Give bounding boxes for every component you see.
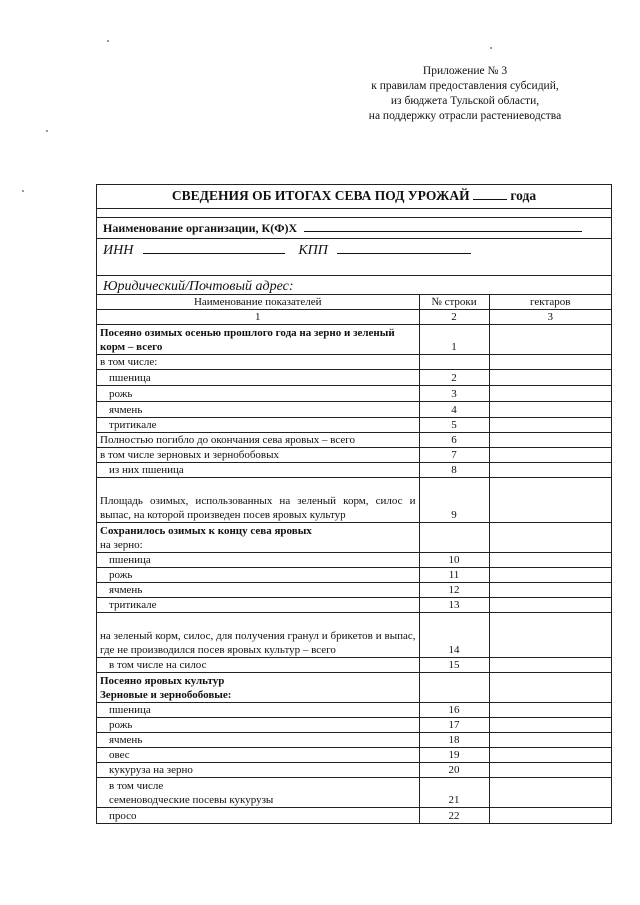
row-label: ячмень <box>97 583 419 598</box>
hectares-cell[interactable] <box>489 613 611 658</box>
table-row <box>97 386 611 402</box>
row-line-number: 3 <box>419 386 489 402</box>
table-row <box>97 355 611 370</box>
hectares-cell[interactable] <box>489 448 611 463</box>
table-row <box>97 402 611 418</box>
hectares-cell[interactable] <box>489 523 611 553</box>
appendix-line: Приложение № 3 <box>422 65 508 77</box>
appendix-line: к правилам предоставления субсидий, <box>371 80 559 92</box>
hectares-cell[interactable] <box>489 718 611 733</box>
row-label: из них пшеница <box>97 463 419 478</box>
row-label: тритикале <box>97 598 419 613</box>
row-label: рожь <box>97 386 419 402</box>
row-label: в том числе зерновых и зернобобовых <box>97 448 419 463</box>
address-row <box>97 276 611 294</box>
scan-speck <box>22 190 24 192</box>
row-line-number: 1 <box>419 325 489 355</box>
hectares-cell[interactable] <box>489 568 611 583</box>
row-label: рожь <box>97 568 419 583</box>
hectares-cell[interactable] <box>489 673 611 703</box>
table-row <box>97 733 611 748</box>
table-row <box>97 463 611 478</box>
table-row <box>97 808 611 823</box>
row-line-number: 22 <box>419 808 489 823</box>
row-label: в том числе на силос <box>97 658 419 673</box>
row-line-number: 4 <box>419 402 489 418</box>
row-label: Площадь озимых, использованных на зеленый корм, силос и выпас, на которой произведен посев яровых культур <box>97 478 419 523</box>
hectares-cell[interactable] <box>489 386 611 402</box>
table-row <box>97 325 611 355</box>
table-header-row <box>97 295 611 310</box>
title-text: СВЕДЕНИЯ ОБ ИТОГАХ СЕВА ПОД УРОЖАЙ <box>171 188 470 203</box>
row-label: Посеяно яровых культур <box>100 675 225 687</box>
title-year-word: года <box>510 188 537 203</box>
col-number: 3 <box>489 310 611 325</box>
appendix-line: на поддержку отрасли растениеводства <box>368 110 562 122</box>
hectares-cell[interactable] <box>489 402 611 418</box>
table-row <box>97 523 611 553</box>
col-number: 2 <box>419 310 489 325</box>
kpp-label: КПП <box>298 243 328 258</box>
hectares-cell[interactable] <box>489 658 611 673</box>
row-line-number <box>419 673 489 703</box>
hectares-cell[interactable] <box>489 370 611 386</box>
hectares-cell[interactable] <box>489 433 611 448</box>
address-label: Юридический/Почтовый адрес: <box>103 279 294 294</box>
table-row <box>97 778 611 808</box>
table-row <box>97 718 611 733</box>
hectares-cell[interactable] <box>489 733 611 748</box>
hectares-cell[interactable] <box>489 418 611 433</box>
row-label-group <box>97 523 419 553</box>
form-title <box>97 185 611 209</box>
row-label-group <box>97 778 419 808</box>
row-label: Полностью погибло до окончания сева яровых – всего <box>97 433 419 448</box>
row-label: ячмень <box>97 733 419 748</box>
row-label: в том числе: <box>97 355 419 370</box>
row-label: овес <box>97 748 419 763</box>
header-indicator: Наименование показателей <box>97 295 419 310</box>
table-row <box>97 673 611 703</box>
hectares-cell[interactable] <box>489 478 611 523</box>
row-line-number: 20 <box>419 763 489 778</box>
row-line-number <box>419 523 489 553</box>
row-label: Сохранилось озимых к концу сева яровых <box>100 525 312 537</box>
table-row <box>97 583 611 598</box>
row-line-number: 14 <box>419 613 489 658</box>
row-label: ячмень <box>97 402 419 418</box>
hectares-cell[interactable] <box>489 703 611 718</box>
col-number: 1 <box>97 310 419 325</box>
spacer-row <box>97 209 611 218</box>
table-row <box>97 418 611 433</box>
hectares-cell[interactable] <box>489 463 611 478</box>
row-line-number: 2 <box>419 370 489 386</box>
hectares-cell[interactable] <box>489 778 611 808</box>
hectares-cell[interactable] <box>489 583 611 598</box>
row-sublabel: Зерновые и зернобобовые: <box>100 689 232 701</box>
table-row <box>97 448 611 463</box>
scan-speck <box>107 40 109 42</box>
org-label: Наименование организации, К(Ф)Х <box>103 221 298 235</box>
table-row <box>97 478 611 523</box>
table-row <box>97 703 611 718</box>
table-row <box>97 553 611 568</box>
appendix-line: из бюджета Тульской области, <box>390 95 540 107</box>
header-line-number: № строки <box>419 295 489 310</box>
table-row <box>97 568 611 583</box>
hectares-cell[interactable] <box>489 553 611 568</box>
header-hectares: гектаров <box>489 295 611 310</box>
table-row <box>97 763 611 778</box>
table-header-numbers <box>97 310 611 325</box>
scan-speck <box>490 47 492 49</box>
row-sublabel: семеноводческие посевы кукурузы <box>109 794 274 806</box>
kpp-blank[interactable] <box>337 239 471 254</box>
hectares-cell[interactable] <box>489 748 611 763</box>
row-label: пшеница <box>97 553 419 568</box>
row-line-number: 11 <box>419 568 489 583</box>
hectares-cell[interactable] <box>489 598 611 613</box>
row-label: Посеяно озимых осенью прошлого года на зерно и зеленый корм – всего <box>97 325 419 355</box>
row-line-number: 8 <box>419 463 489 478</box>
row-line-number: 7 <box>419 448 489 463</box>
sowing-report-form <box>96 184 612 824</box>
row-label: рожь <box>97 718 419 733</box>
row-label: пшеница <box>97 370 419 386</box>
row-line-number: 18 <box>419 733 489 748</box>
table-row <box>97 658 611 673</box>
row-line-number: 9 <box>419 478 489 523</box>
table-row <box>97 433 611 448</box>
table-row <box>97 748 611 763</box>
table-row <box>97 598 611 613</box>
row-line-number: 10 <box>419 553 489 568</box>
row-line-number: 13 <box>419 598 489 613</box>
row-line-number: 15 <box>419 658 489 673</box>
org-name-blank[interactable] <box>304 218 582 232</box>
indicators-table <box>97 294 611 823</box>
year-blank[interactable] <box>473 187 507 200</box>
row-line-number: 12 <box>419 583 489 598</box>
inn-label: ИНН <box>103 243 134 258</box>
table-row <box>97 370 611 386</box>
hectares-cell[interactable] <box>489 355 611 370</box>
hectares-cell[interactable] <box>489 808 611 823</box>
inn-kpp-row <box>97 239 611 276</box>
table-row <box>97 613 611 658</box>
organization-row <box>97 218 611 239</box>
row-line-number: 16 <box>419 703 489 718</box>
hectares-cell[interactable] <box>489 325 611 355</box>
row-label: просо <box>97 808 419 823</box>
row-line-number: 17 <box>419 718 489 733</box>
row-label: кукуруза на зерно <box>97 763 419 778</box>
row-line-number: 5 <box>419 418 489 433</box>
row-line-number: 21 <box>419 778 489 808</box>
row-label: в том числе <box>109 780 164 792</box>
row-label: пшеница <box>97 703 419 718</box>
row-line-number <box>419 355 489 370</box>
row-line-number: 19 <box>419 748 489 763</box>
inn-blank[interactable] <box>143 239 285 254</box>
row-line-number: 6 <box>419 433 489 448</box>
row-label: на зеленый корм, силос, для получения гранул и брикетов и выпас, где не производился посев яровых культур – всего <box>97 613 419 658</box>
row-sublabel: на зерно: <box>100 539 143 551</box>
scan-speck <box>46 130 48 132</box>
row-label-group <box>97 673 419 703</box>
row-label: тритикале <box>97 418 419 433</box>
appendix-note <box>340 64 590 124</box>
hectares-cell[interactable] <box>489 763 611 778</box>
